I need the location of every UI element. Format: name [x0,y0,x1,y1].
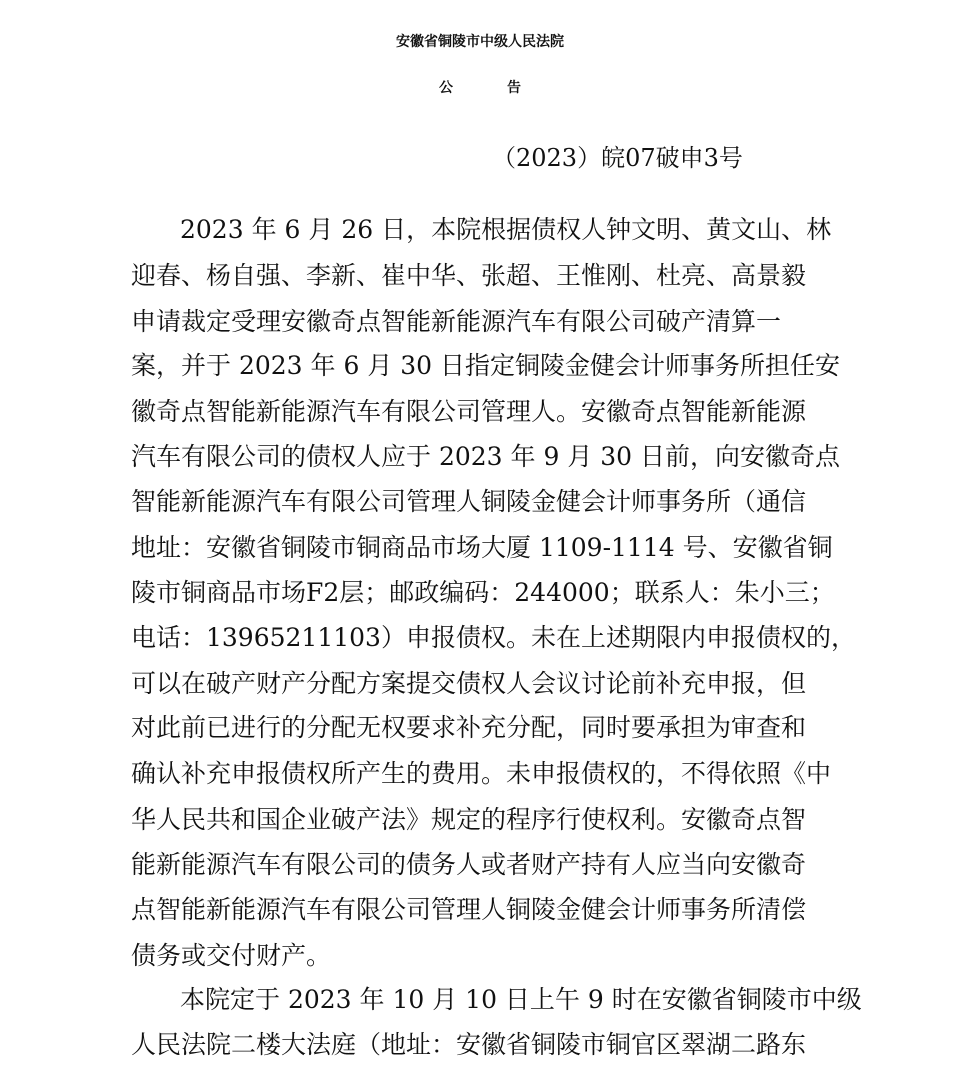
body-line-10: 电话：13965211103）申报债权。未在上述期限内申报债权的， [131,623,856,652]
body-line-2: 迎春、杨自强、李新、崔中华、张超、王惟刚、杜亮、高景毅 [131,261,807,290]
body-line-7: 智能新能源汽车有限公司管理人铜陵金健会计师事务所（通信 [131,487,807,516]
body-line-8: 地址：安徽省铜陵市铜商品市场大厦 1109-1114 号、安徽省铜 [131,533,833,562]
body-line-19: 人民法院二楼大法庭（地址：安徽省铜陵市铜官区翠湖二路东 [131,1030,807,1059]
body-line-3: 申请裁定受理安徽奇点智能新能源汽车有限公司破产清算一 [131,307,782,336]
case-number: （2023）皖07破申3号 [492,144,743,172]
body-line-13: 确认补充申报债权所产生的费用。未申报债权的，不得依照《中 [131,759,832,788]
body-line-14: 华人民共和国企业破产法》规定的程序行使权利。安徽奇点智 [131,805,807,834]
body-line-4: 案，并于 2023 年 6 月 30 日指定铜陵金健会计师事务所担任安 [131,351,841,380]
body-line-17: 债务或交付财产。 [131,941,332,970]
body-line-6: 汽车有限公司的债权人应于 2023 年 9 月 30 日前，向安徽奇点 [131,442,841,471]
body-line-15: 能新能源汽车有限公司的债务人或者财产持有人应当向安徽奇 [131,850,807,879]
body-line-12: 对此前已进行的分配无权要求补充分配，同时要承担为审查和 [131,713,807,742]
body-line-11: 可以在破产财产分配方案提交债权人会议讨论前补充申报，但 [131,669,807,698]
body-line-16: 点智能新能源汽车有限公司管理人铜陵金健会计师事务所清偿 [131,895,807,924]
body-line-1: 2023 年 6 月 26 日，本院根据债权人钟文明、黄文山、林 [180,215,832,244]
court-name-title: 安徽省铜陵市中级人民法院 [396,34,564,50]
body-line-9: 陵市铜商品市场F2层；邮政编码：244000；联系人：朱小三； [131,578,835,607]
notice-title: 公告 [439,80,575,96]
body-line-18: 本院定于 2023 年 10 月 10 日上午 9 时在安徽省铜陵市中级 [180,985,862,1014]
body-line-5: 徽奇点智能新能源汽车有限公司管理人。安徽奇点智能新能源 [131,397,807,426]
